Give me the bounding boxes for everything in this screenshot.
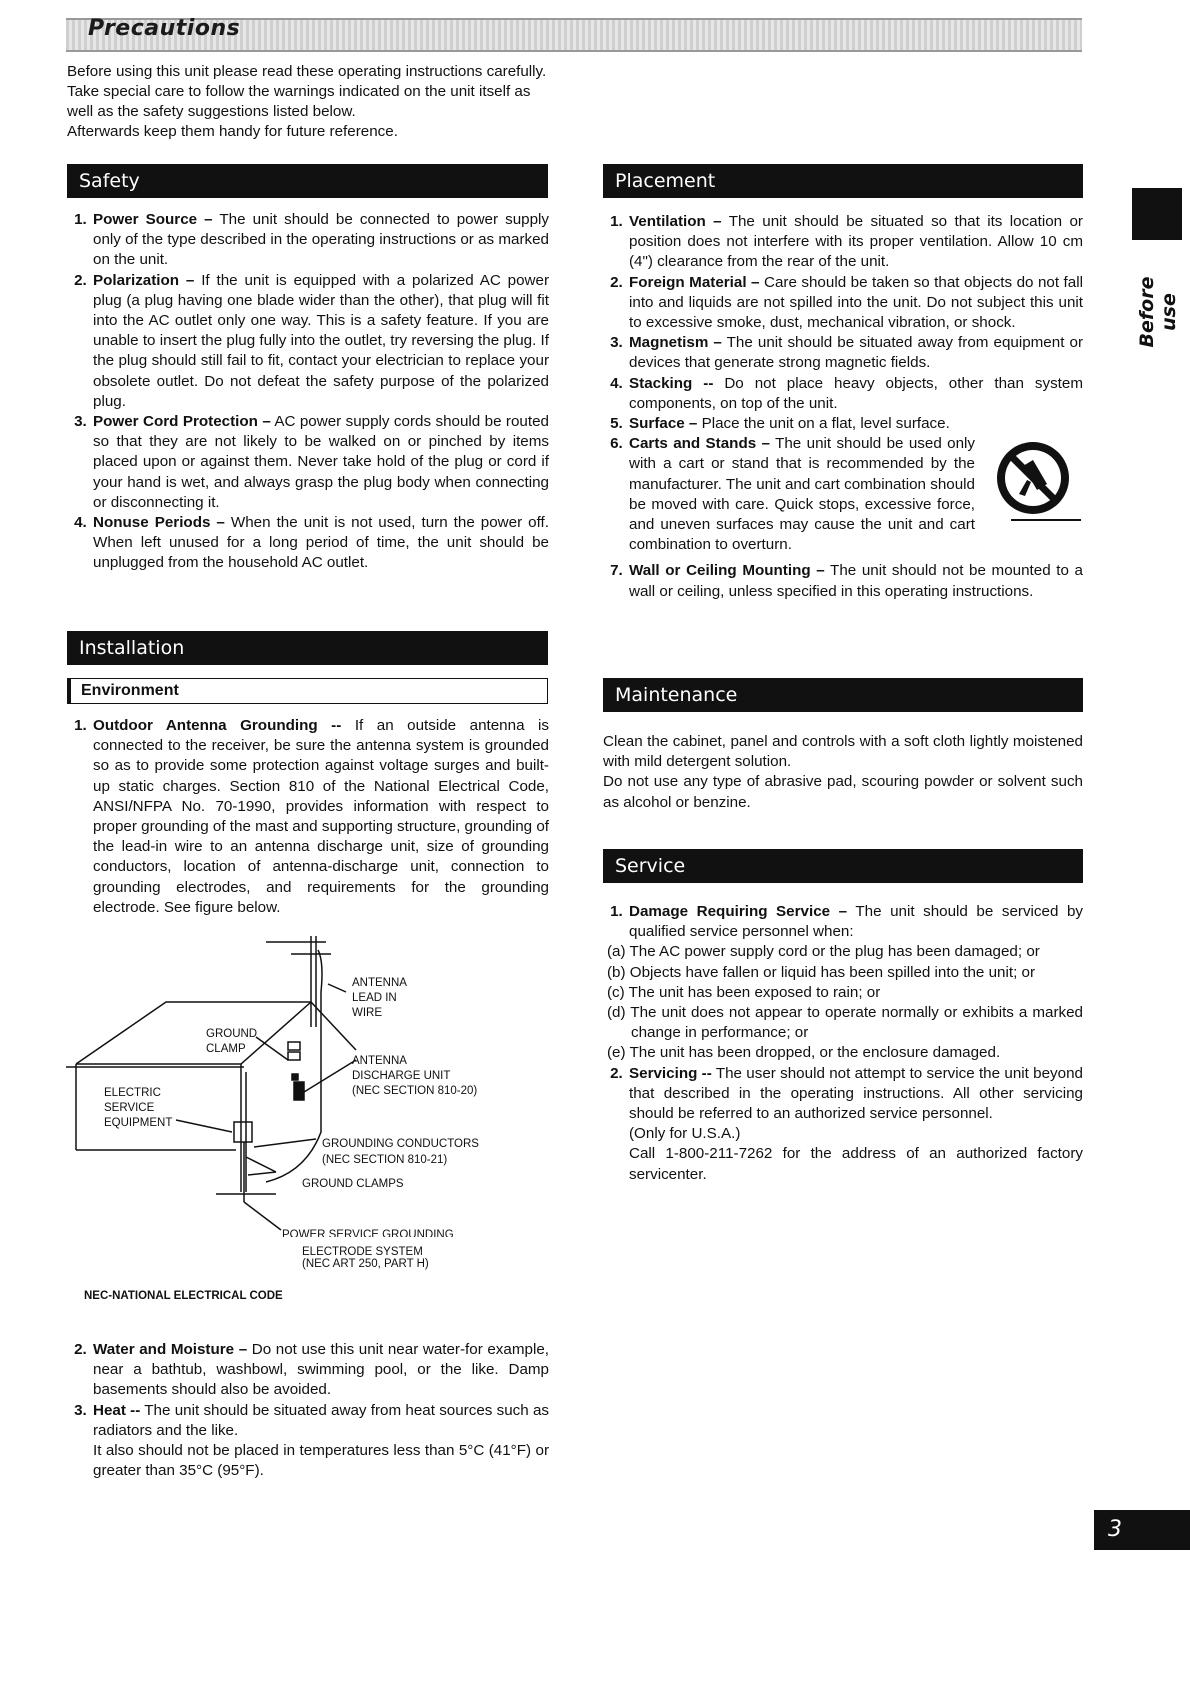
list-item: 1. Power Source – The unit should be connected to power supply only of the type described in the operating instructions or as marked on the unit.: [91, 210, 549, 271]
antenna-lead-label: ANTENNA: [352, 977, 407, 989]
list-item: (e) The unit has been dropped, or the enclosure damaged.: [607, 1044, 1001, 1062]
grounding-conductors-label: GROUNDING CONDUCTORS: [322, 1138, 479, 1150]
power-grounding-label: POWER SERVICE GROUNDING: [282, 1229, 454, 1237]
discharge-unit-label: (NEC SECTION 810-20): [352, 1085, 478, 1097]
discharge-unit-label: ANTENNA: [352, 1055, 407, 1067]
list-item: 5. Surface – Place the unit on a flat, level surface.: [627, 414, 1083, 434]
placement-section: [603, 212, 1083, 602]
list-item: 2. Servicing -- The user should not attempt to service the unit beyond that described in the operating instructions. All other servicing should be referred to an authorized service personnel. (Only for U.S.A.) Call 1-800-211-7262 for the address of an authorized factory servicenter.: [627, 1064, 1083, 1185]
list-item: (c) The unit has been exposed to rain; or: [607, 983, 881, 1001]
intro-text: [67, 62, 551, 142]
installation-items-2-3: [67, 1340, 549, 1481]
damage-conditions-list: [607, 942, 1083, 1063]
list-item: (b) Objects have fallen or liquid has been spilled into the unit; or: [607, 963, 1036, 981]
side-tab-label: Before use: [1136, 276, 1180, 348]
maintenance-section: [603, 732, 1083, 813]
list-item: 1. Ventilation – The unit should be situated so that its location or position does not interfere with its proper ventilation. Allow 10 cm (4") clearance from the rear of the unit.: [627, 212, 1083, 273]
list-item: 1. Outdoor Antenna Grounding -- If an outside antenna is connected to the receiver, be sure the antenna system is grounded so as to provide some protection against voltage surges and built-up static charges. Section 810 of the National Electrical Code, ANSI/NFPA No. 70-1990, provides information with respect to proper grounding of the mast and supporting structure, grounding of the lead-in wire to an antenna discharge unit, size of grounding conductors, location of antenna-discharge unit, connection to grounding electrodes, and requirements for the grounding electrode. See figure below.: [91, 716, 549, 918]
list-item: 2. Polarization – If the unit is equipped with a polarized AC power plug (a plug having one blade wider than the other), that plug will fit into the AC outlet only one way. This is a safety feature. If you are unable to insert the plug fully into the outlet, try reversing the plug. If the plug should still fail to fit, contact your electrician to replace your obsolete outlet. Do not defeat the safety purpose of the polarized plug.: [91, 271, 549, 412]
antenna-lead-label: WIRE: [352, 1007, 383, 1019]
installation-heading: Installation: [67, 631, 548, 665]
ground-clamp-label: GROUND: [206, 1028, 258, 1040]
safety-section: [67, 210, 549, 574]
antenna-lead-label: LEAD IN: [352, 992, 397, 1004]
environment-subheading: Environment: [67, 678, 548, 704]
maintenance-text: Clean the cabinet, panel and controls with a soft cloth lightly moistened with mild detergent solution.: [603, 733, 1083, 771]
list-item: 2. Foreign Material – Care should be taken so that objects do not fall into and liquids are not spilled into the unit. Do not subject this unit to excessive smoke, dust, mechanical vibration, or shock.: [627, 273, 1083, 334]
list-item: 7. Wall or Ceiling Mounting – The unit should not be mounted to a wall or ceiling, unless specified in this operating instructions.: [627, 561, 1083, 601]
list-item: 6. Carts and Stands – The unit should be used only with a cart or stand that is recommended by the manufacturer. The unit and cart combination should be moved with care. Quick stops, excessive force, and uneven surfaces may cause the unit and cart combination to overturn.: [627, 434, 1083, 555]
list-item: 1. Damage Requiring Service – The unit should be serviced by qualified service personnel when: (a) The AC power supply cord or the plug has been damaged; or (b) Objects have fallen or liquid has been spilled into the unit; or (c) The unit has been exposed to rain; or (d) The unit does not appear to operate normally or exhibits a marked change in performance; or (e) The unit has been dropped, or the enclosure damaged.: [627, 902, 1083, 1064]
list-item: 3. Magnetism – The unit should be situated away from equipment or devices that generate strong magnetic fields.: [627, 333, 1083, 373]
side-tab-marker: [1132, 188, 1182, 240]
placement-heading: Placement: [603, 164, 1083, 198]
grounding-conductors-label: (NEC SECTION 810-21): [322, 1154, 448, 1166]
safety-heading: Safety: [67, 164, 548, 198]
list-item: 4. Stacking -- Do not place heavy objects, other than system components, on top of the unit.: [627, 374, 1083, 414]
antenna-grounding-diagram: [66, 932, 536, 1237]
nec-footnote: NEC-NATIONAL ELECTRICAL CODE: [84, 1290, 283, 1302]
electric-service-label: SERVICE: [104, 1102, 155, 1114]
list-item: 3. Power Cord Protection – AC power supply cords should be routed so that they are not likely to be walked on or pinched by items placed upon or against them. Never take hold of the plug or cord if your hand is wet, and always grasp the plug body when connecting or disconnecting it.: [91, 412, 549, 513]
maintenance-heading: Maintenance: [603, 678, 1083, 712]
service-section: [603, 902, 1083, 1185]
installation-item-1: [67, 716, 549, 918]
page-number: 3: [1094, 1510, 1190, 1550]
list-item: (d) The unit does not appear to operate normally or exhibits a marked change in performance; or: [607, 1004, 1083, 1042]
ground-clamps-label: GROUND CLAMPS: [302, 1178, 404, 1190]
maintenance-text: Do not use any type of abrasive pad, scouring powder or solvent such as alcohol or benzine.: [603, 773, 1083, 811]
list-item: 2. Water and Moisture – Do not use this unit near water-for example, near a bathtub, washbowl, swimming pool, or the like. Damp basements should also be avoided.: [91, 1340, 549, 1401]
list-item: 3. Heat -- The unit should be situated away from heat sources such as radiators and the like. It also should not be placed in temperatures less than 5°C (41°F) or greater than 35°C (95°F).: [91, 1401, 549, 1482]
electric-service-label: EQUIPMENT: [104, 1117, 173, 1129]
intro-reference: Afterwards keep them handy for future reference.: [67, 123, 398, 140]
service-heading: Service: [603, 849, 1083, 883]
cart-warning-icon: [983, 436, 1083, 526]
electric-service-label: ELECTRIC: [104, 1087, 161, 1099]
ground-clamp-label: CLAMP: [206, 1043, 246, 1055]
intro-paragraph: Before using this unit please read these operating instructions carefully. Take special care to follow the warnings indicated on the unit itself as well as the safety suggestions listed below.: [67, 63, 547, 120]
list-item: (a) The AC power supply cord or the plug has been damaged; or: [607, 943, 1040, 961]
power-grounding-label: ELECTRODE SYSTEM (NEC ART 250, PART H): [302, 1246, 429, 1270]
list-item: 4. Nonuse Periods – When the unit is not used, turn the power off. When left unused for a long period of time, the unit should be unplugged from the household AC outlet.: [91, 513, 549, 574]
page-title: Precautions: [88, 16, 241, 41]
discharge-unit-label: DISCHARGE UNIT: [352, 1070, 451, 1082]
